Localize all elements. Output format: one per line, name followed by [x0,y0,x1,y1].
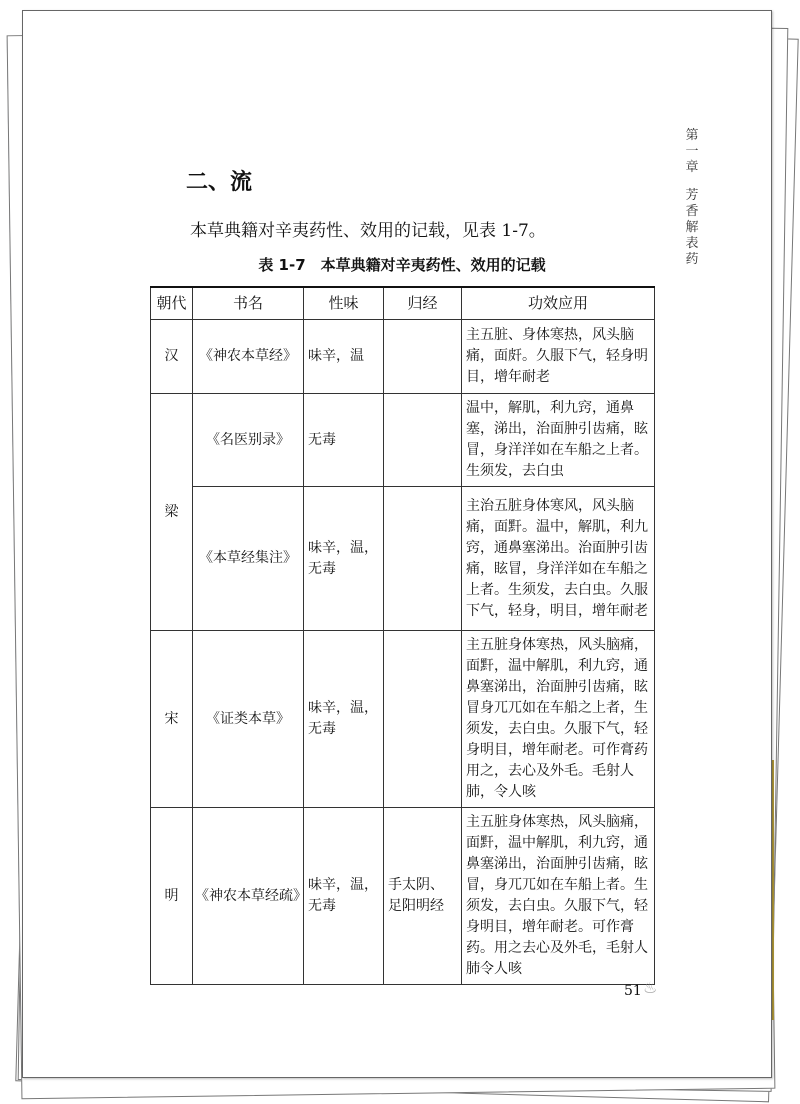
cell-meridian [384,320,462,394]
cell-nature: 味辛，温，无毒 [304,808,384,985]
cell-meridian [384,631,462,808]
chapter-side-label [682,128,702,268]
header-nature: 性味 [304,287,384,320]
cell-dynasty: 梁 [151,394,193,631]
table-header-row [151,287,655,320]
side-label-char: 章 [685,160,699,175]
cell-effect: 主治五脏身体寒风，风头脑痛，面䵟。温中，解肌，利九窍，通鼻塞涕出。治面肿引齿痛，眩冒，身洋洋如在车船之上者。生须发，去白虫。久服下气，轻身，明目，增年耐老 [462,487,655,631]
cell-book: 《本草经集注》 [193,487,304,631]
side-label-char: 第 [685,128,699,143]
cell-book: 《神农本草经》 [193,320,304,394]
cell-nature: 味辛，温，无毒 [304,487,384,631]
cell-nature: 无毒 [304,394,384,487]
header-dynasty: 朝代 [151,287,193,320]
side-label-char: 芳 [685,188,699,203]
herb-records-table [150,286,655,985]
cell-effect: 主五脏身体寒热，风头脑痛，面䵟，温中解肌，利九窍，通鼻塞涕出，治面肿引齿痛，眩冒，身兀兀如在车船上者。生须发，去白虫。久服下气，轻身明目，增年耐老。可作膏药。用之去心及外毛，毛射人肺令人咳 [462,808,655,985]
section-title: 二、流 [186,170,253,195]
page-number: 51 [624,983,642,999]
table-row [151,487,655,631]
cell-dynasty: 宋 [151,631,193,808]
table-row [151,631,655,808]
cell-effect: 主五脏、身体寒热，风头脑痛，面皯。久服下气，轻身明目，增年耐老 [462,320,655,394]
header-book: 书名 [193,287,304,320]
cell-meridian [384,487,462,631]
cell-book: 《神农本草经疏》 [193,808,304,985]
table-row [151,320,655,394]
cell-book: 《证类本草》 [193,631,304,808]
table-row [151,808,655,985]
table-row [151,394,655,487]
header-meridian: 归经 [384,287,462,320]
side-label-char: 一 [685,144,699,159]
cell-meridian: 手太阴、足阳明经 [384,808,462,985]
side-label-char: 香 [685,204,699,219]
cell-nature: 味辛，温 [304,320,384,394]
side-label-gap [682,176,702,188]
flame-icon: ♨ [643,978,658,997]
side-label-char: 表 [685,236,699,251]
side-label-char: 药 [685,252,699,267]
cell-meridian [384,394,462,487]
cell-effect: 主五脏身体寒热，风头脑痛，面䵟，温中解肌，利九窍，通鼻塞涕出，治面肿引齿痛，眩冒身兀兀如在车船之上者，生须发，去白虫。久服下气，轻身明目，增年耐老。可作膏药用之，去心及外毛。毛射人肺，令人咳 [462,631,655,808]
cell-dynasty: 明 [151,808,193,985]
cell-book: 《名医别录》 [193,394,304,487]
cell-dynasty: 汉 [151,320,193,394]
intro-paragraph: 本草典籍对辛夷药性、效用的记载，见表 1-7。 [190,221,546,241]
cell-effect: 温中，解肌，利九窍，通鼻塞，涕出，治面肿引齿痛，眩冒，身洋洋如在车船之上者。生须发，去白虫 [462,394,655,487]
header-effect: 功效应用 [462,287,655,320]
cell-nature: 味辛，温，无毒 [304,631,384,808]
side-label-char: 解 [685,220,699,235]
table-caption: 表 1-7 本草典籍对辛夷药性、效用的记载 [258,256,546,274]
